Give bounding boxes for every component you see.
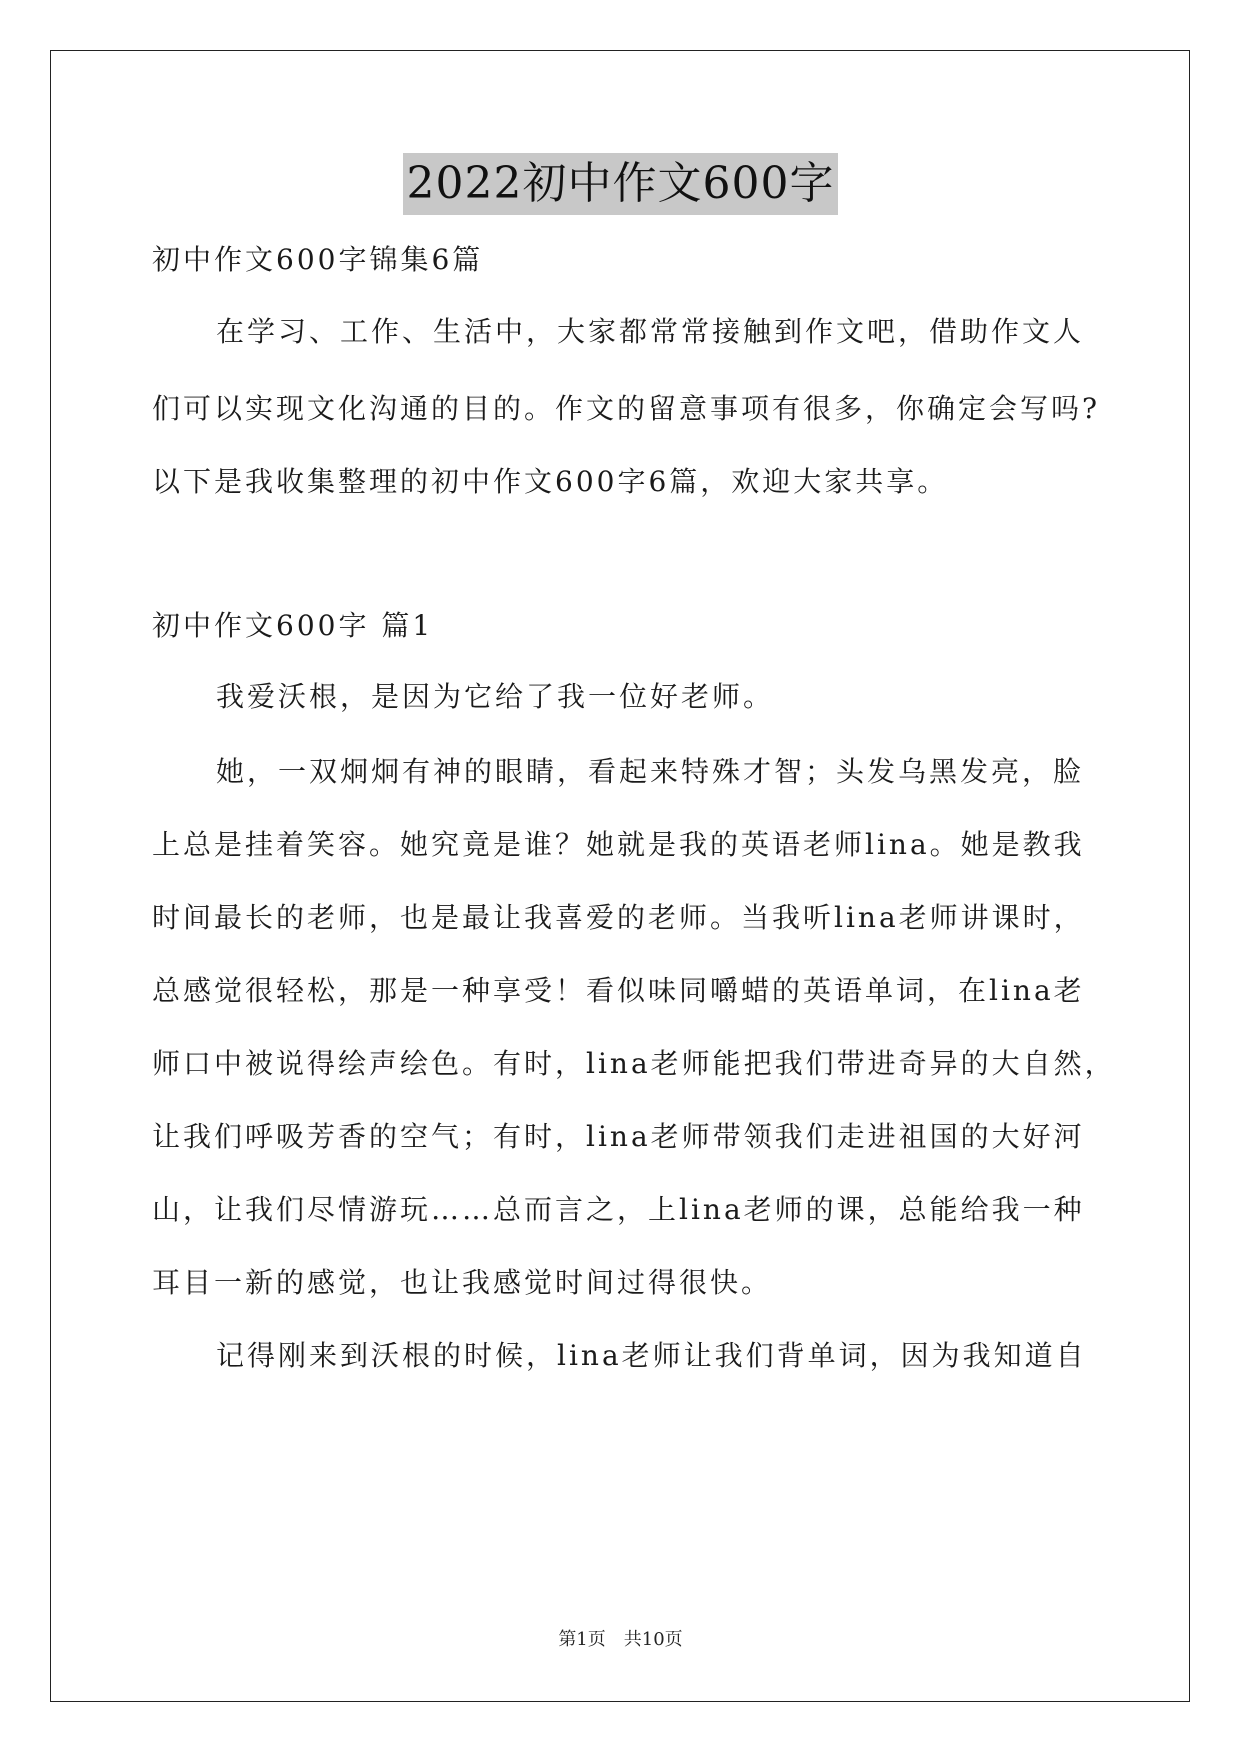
body-line-2: 她，一双炯炯有神的眼睛，看起来特殊才智；头发乌黑发亮，脸: [216, 755, 1085, 788]
document-title: 2022初中作文600字: [403, 153, 839, 215]
document-subtitle: 初中作文600字锦集6篇: [152, 243, 484, 276]
body-line-1: 我爱沃根，是因为它给了我一位好老师。: [216, 680, 775, 713]
body-line-5: 总感觉很轻松，那是一种享受！看似味同嚼蜡的英语单词，在lina老: [152, 974, 1085, 1007]
intro-line-2: 们可以实现文化沟通的目的。作文的留意事项有很多，你确定会写吗?: [152, 392, 1101, 425]
body-line-6: 师口中被说得绘声绘色。有时，lina老师能把我们带进奇异的大自然，: [152, 1047, 1116, 1080]
body-line-3: 上总是挂着笑容。她究竟是谁？她就是我的英语老师lina。她是教我: [152, 828, 1085, 861]
body-line-10: 记得刚来到沃根的时候，lina老师让我们背单词，因为我知道自: [216, 1339, 1087, 1372]
body-line-9: 耳目一新的感觉，也让我感觉时间过得很快。: [152, 1266, 773, 1299]
body-line-7: 让我们呼吸芳香的空气；有时，lina老师带领我们走进祖国的大好河: [152, 1120, 1085, 1153]
page-border: [50, 50, 1190, 1702]
section-heading: 初中作文600字 篇1: [152, 609, 434, 642]
intro-line-3: 以下是我收集整理的初中作文600字6篇，欢迎大家共享。: [152, 465, 949, 498]
title-container: [0, 153, 1241, 215]
body-line-8: 山，让我们尽情游玩……总而言之，上lina老师的课，总能给我一种: [152, 1193, 1085, 1226]
page-number: 第1页 共10页: [558, 1629, 683, 1650]
intro-line-1: 在学习、工作、生活中，大家都常常接触到作文吧，借助作文人: [216, 315, 1085, 348]
body-line-4: 时间最长的老师，也是最让我喜爱的老师。当我听lina老师讲课时，: [152, 901, 1085, 934]
